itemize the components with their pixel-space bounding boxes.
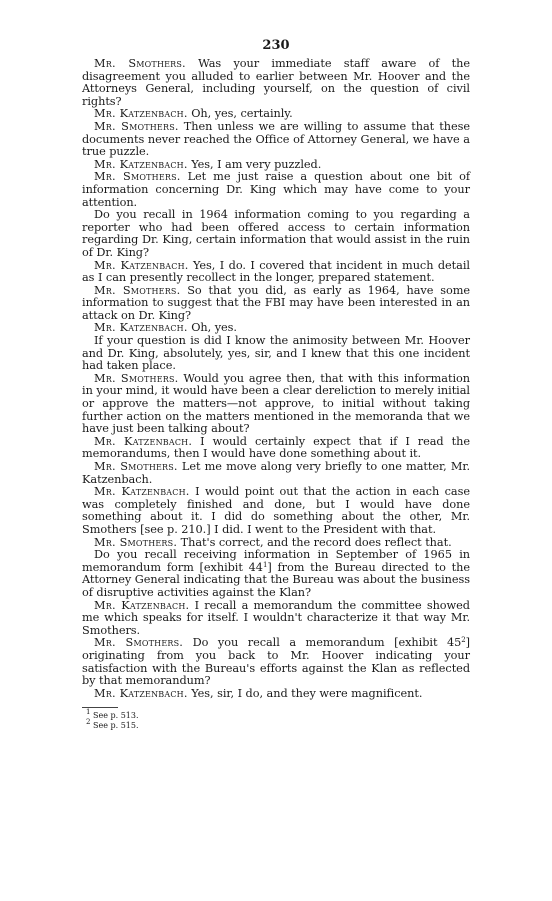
paragraph xyxy=(82,58,470,108)
speaker-name: Mr. Katzenbach. xyxy=(94,686,188,700)
footnote-mark: 1 xyxy=(86,708,91,717)
paragraph-text: Yes, sir, I do, and they were magnificent. xyxy=(191,686,423,700)
paragraph-text: Do you recall receiving information in September of 1965 in memorandum form [exhibit 44 xyxy=(82,548,470,574)
speaker-name: Mr. Smothers. xyxy=(94,119,179,133)
paragraph-text: I would point out that the action in each case was completely finished and done, but I would have done something about it. I did do something about the other, Mr. Smothers [see p. 210.] I did. I went to the President with that. xyxy=(82,485,470,536)
document-page xyxy=(82,38,470,730)
speaker-name: Mr. Smothers. xyxy=(94,371,179,385)
speaker-name: Mr. Smothers. xyxy=(94,535,178,549)
speaker-name: Mr. Katzenbach. xyxy=(94,434,193,448)
paragraph-text: Do you recall in 1964 information coming to you regarding a reporter who had been offered access to certain information regarding Dr. King, certain information that would assist in the ruin of Dr. King? xyxy=(82,208,470,259)
paragraph-text: Oh, yes, certainly. xyxy=(191,107,293,121)
footnote-text: See p. 513. xyxy=(93,711,139,721)
footnote-ref: 2 xyxy=(461,636,466,645)
speaker-name: Mr. Katzenbach. xyxy=(94,258,189,272)
speaker-name: Mr. Katzenbach. xyxy=(94,157,188,171)
paragraph-text: Would you agree then, that with this information in your mind, it would have been a clear dereliction to merely initial or approve the matters—not approve, to initial without taking further action on the matters mentioned in the memoranda that we have just been talking about? xyxy=(82,371,471,436)
paragraph xyxy=(82,600,470,638)
paragraph xyxy=(82,171,470,209)
paragraph xyxy=(82,209,470,259)
speaker-name: Mr. Katzenbach. xyxy=(94,598,190,612)
paragraph-text: Oh, yes. xyxy=(191,321,237,335)
speaker-name: Mr. Katzenbach. xyxy=(94,321,188,335)
paragraph-text: If your question is did I know the animosity between Mr. Hoover and Dr. King, absolutely, yes, sir, and I knew that this one incident had taken place. xyxy=(82,334,470,373)
speaker-name: Mr. Smothers. xyxy=(94,636,184,650)
page-number: 230 xyxy=(262,38,290,53)
footnote-mark: 2 xyxy=(86,717,91,726)
paragraph-text: Yes, I am very puzzled. xyxy=(191,157,322,171)
paragraph-text: Let me just raise a question about one bit of information concerning Dr. King which may have come to your attention. xyxy=(82,170,470,209)
paragraph xyxy=(82,688,470,701)
paragraph xyxy=(82,486,470,536)
paragraph-text: ] from the Bureau directed to the Attorney General indicating that the Bureau was about the business of disruptive activities against the Klan? xyxy=(82,560,470,599)
paragraph-text: That's correct, and the record does reflect that. xyxy=(180,535,452,549)
speaker-name: Mr. Katzenbach. xyxy=(94,107,188,121)
paragraph xyxy=(82,335,470,373)
paragraph xyxy=(82,260,470,285)
paragraph-text: I would certainly expect that if I read the memorandums, then I would have done something about it. xyxy=(82,434,470,461)
speaker-name: Mr. Katzenbach. xyxy=(94,485,190,499)
paragraph xyxy=(82,436,470,461)
footnote xyxy=(86,717,470,731)
paragraph-text: Yes, I do. I covered that incident in much detail as I can presently recollect in the longer, prepared statement. xyxy=(82,258,470,285)
paragraph-text: I recall a memorandum the committee showed me which speaks for itself. I wouldn't characterize it that way Mr. Smothers. xyxy=(82,598,470,637)
paragraph-text: Do you recall a memorandum [exhibit 45 xyxy=(192,636,462,650)
paragraph xyxy=(82,121,470,159)
paragraph-text: Then unless we are willing to assume that these documents never reached the Office of Attorney General, we have a true puzzle. xyxy=(82,119,470,159)
footnote xyxy=(86,708,470,721)
paragraph-text: So that you did, as early as 1964, have some information to suggest that the FBI may have been interested in an attack on Dr. King? xyxy=(82,283,470,322)
footnote-ref: 1 xyxy=(262,560,268,569)
paragraph xyxy=(82,373,470,436)
speaker-name: Mr. Smothers. xyxy=(94,170,181,184)
paragraph xyxy=(82,549,470,599)
paragraph-text: ] originating from you back to Mr. Hoover indicating your satisfaction with the Bureau's efforts against the Klan as reflected by that memorandum? xyxy=(82,636,470,688)
paragraph-text: Let me move along very briefly to one matter, Mr. Katzenbach. xyxy=(82,460,470,486)
paragraph xyxy=(82,461,470,486)
footnote-text: See p. 515. xyxy=(93,720,139,730)
speaker-name: Mr. Smothers. xyxy=(94,57,186,70)
paragraph xyxy=(82,285,470,323)
paragraph xyxy=(82,637,470,687)
speaker-name: Mr. Smothers. xyxy=(94,460,178,473)
speaker-name: Mr. Smothers. xyxy=(94,283,181,297)
paragraph-text: Was your immediate staff aware of the disagreement you alluded to earlier between Mr. Hoover and the Attorneys General, including yourself, on the question of civil rights? xyxy=(82,57,471,108)
